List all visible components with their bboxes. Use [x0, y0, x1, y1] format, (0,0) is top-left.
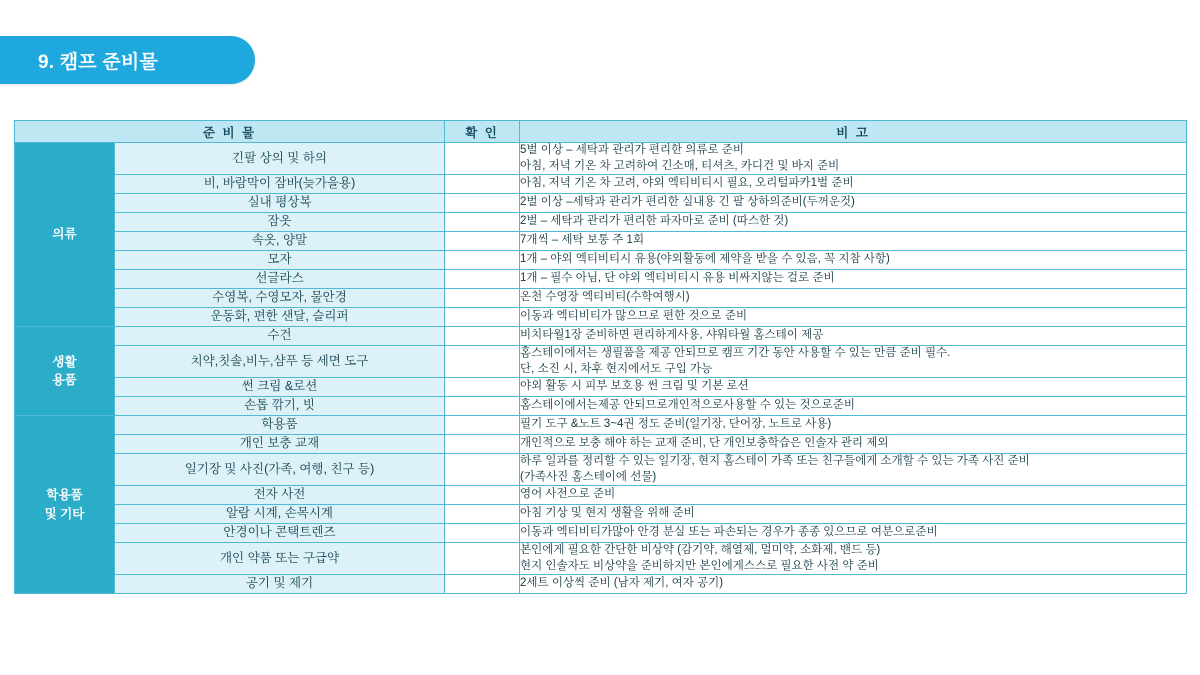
- check-cell[interactable]: [445, 454, 520, 486]
- category-cell: 학용품 및 기타: [15, 416, 115, 594]
- note-cell: [520, 251, 1187, 270]
- note-cell: [520, 289, 1187, 308]
- table-row: [15, 270, 1187, 289]
- note-line: 비치타월1장 준비하면 편리하게사용, 샤워타월 홈스테이 제공: [520, 329, 824, 342]
- note-line: 2벌 – 세탁과 관리가 편리한 파자마로 준비 (따스한 것): [520, 215, 789, 228]
- note-line: 영어 사전으로 준비: [520, 488, 616, 501]
- note-line: 현지 인솔자도 비상약을 준비하지만 본인에게스스로 필요한 사전 약 준비: [520, 559, 879, 572]
- table-row: [15, 416, 1187, 435]
- note-cell: [520, 378, 1187, 397]
- page-title: 9. 캠프 준비물: [38, 51, 158, 73]
- slide-title-banner: [0, 36, 255, 84]
- table-row: [15, 378, 1187, 397]
- check-cell[interactable]: [445, 346, 520, 378]
- table-row: [15, 175, 1187, 194]
- table-header: [15, 121, 1187, 143]
- note-line: 7개씩 – 세탁 보통 주 1회: [520, 234, 645, 247]
- item-cell: 썬 크림 &로션: [115, 378, 445, 397]
- item-cell: 운동화, 편한 샌달, 슬리퍼: [115, 308, 445, 327]
- note-cell: [520, 575, 1187, 594]
- check-cell[interactable]: [445, 232, 520, 251]
- note-line: 2벌 이상 –세탁과 관리가 편리한 실내용 긴 팔 상하의준비(두꺼운것): [520, 196, 855, 209]
- table-header-row: [15, 121, 1187, 143]
- note-cell: [520, 486, 1187, 505]
- check-cell[interactable]: [445, 416, 520, 435]
- item-cell: 수영복, 수영모자, 물안경: [115, 289, 445, 308]
- note-line: 1개 – 야외 엑티비티시 유용(야외활동에 제약을 받을 수 있음, 꼭 지참 사항): [520, 253, 890, 266]
- check-cell[interactable]: [445, 378, 520, 397]
- note-line: 이동과 엑티비티가많아 안경 분실 또는 파손되는 경우가 종종 있으므로 여분으로준비: [520, 526, 938, 539]
- table-row: [15, 213, 1187, 232]
- item-cell: 모자: [115, 251, 445, 270]
- table-row: [15, 327, 1187, 346]
- note-cell: [520, 543, 1187, 575]
- column-header-note: 비 고: [520, 121, 1187, 143]
- note-line: 필기 도구 &노트 3~4권 정도 준비(일기장, 단어장, 노트로 사용): [520, 418, 832, 431]
- check-cell[interactable]: [445, 308, 520, 327]
- preparation-table-wrapper: [14, 120, 1186, 594]
- note-line: 본인에게 필요한 간단한 비상약 (감기약, 해열제, 멀미약, 소화제, 밴드 등): [520, 544, 881, 557]
- note-line: (가족사진 홈스테이에 선물): [520, 470, 657, 483]
- table-row: [15, 346, 1187, 378]
- item-cell: 공기 및 제기: [115, 575, 445, 594]
- note-cell: [520, 435, 1187, 454]
- note-line: 1개 – 필수 아님, 단 야외 엑티비티시 유용 비싸지않는 걸로 준비: [520, 272, 835, 285]
- check-cell[interactable]: [445, 543, 520, 575]
- preparation-table: [14, 120, 1187, 594]
- note-cell: [520, 213, 1187, 232]
- note-line: 아침 기상 및 현지 생활을 위해 준비: [520, 507, 695, 520]
- table-row: [15, 194, 1187, 213]
- item-cell: 안경이나 콘택트렌즈: [115, 524, 445, 543]
- check-cell[interactable]: [445, 270, 520, 289]
- check-cell[interactable]: [445, 327, 520, 346]
- table-row: [15, 505, 1187, 524]
- table-row: [15, 454, 1187, 486]
- category-cell: 의류: [15, 143, 115, 327]
- item-cell: 긴팔 상의 및 하의: [115, 143, 445, 175]
- note-cell: [520, 232, 1187, 251]
- note-line: 2세트 이상씩 준비 (남자 제기, 여자 공기): [520, 577, 724, 590]
- note-line: 이동과 엑티비티가 많으므로 편한 것으로 준비: [520, 310, 748, 323]
- table-body: [15, 143, 1187, 594]
- column-header-item: 준 비 물: [15, 121, 445, 143]
- column-header-check: 확 인: [445, 121, 520, 143]
- check-cell[interactable]: [445, 486, 520, 505]
- note-cell: [520, 143, 1187, 175]
- table-row: [15, 232, 1187, 251]
- note-cell: [520, 194, 1187, 213]
- item-cell: 학용품: [115, 416, 445, 435]
- check-cell[interactable]: [445, 397, 520, 416]
- note-line: 야외 활동 시 피부 보호용 썬 크림 및 기본 로션: [520, 380, 749, 393]
- check-cell[interactable]: [445, 575, 520, 594]
- check-cell[interactable]: [445, 194, 520, 213]
- item-cell: 선글라스: [115, 270, 445, 289]
- note-line: 5벌 이상 – 세탁과 관리가 편리한 의류로 준비: [520, 144, 745, 156]
- item-cell: 치약,칫솔,비누,샴푸 등 세면 도구: [115, 346, 445, 378]
- check-cell[interactable]: [445, 175, 520, 194]
- item-cell: 손톱 깎기, 빗: [115, 397, 445, 416]
- note-cell: [520, 416, 1187, 435]
- note-cell: [520, 346, 1187, 378]
- table-row: [15, 435, 1187, 454]
- note-cell: [520, 175, 1187, 194]
- note-line: 홈스테이에서는제공 안되므로개인적으로사용할 수 있는 것으로준비: [520, 399, 855, 412]
- note-line: 단, 소진 시, 차후 현지에서도 구입 가능: [520, 362, 713, 375]
- table-row: [15, 289, 1187, 308]
- check-cell[interactable]: [445, 435, 520, 454]
- table-row: [15, 143, 1187, 175]
- item-cell: 전자 사전: [115, 486, 445, 505]
- check-cell[interactable]: [445, 505, 520, 524]
- note-cell: [520, 308, 1187, 327]
- note-cell: [520, 524, 1187, 543]
- table-row: [15, 397, 1187, 416]
- note-line: 아침, 저녁 기온 차 고려, 야외 엑티비티시 필요, 오리털파카1벌 준비: [520, 177, 854, 190]
- check-cell[interactable]: [445, 289, 520, 308]
- item-cell: 수건: [115, 327, 445, 346]
- item-cell: 개인 약품 또는 구급약: [115, 543, 445, 575]
- item-cell: 속옷, 양말: [115, 232, 445, 251]
- item-cell: 개인 보충 교재: [115, 435, 445, 454]
- note-line: 홈스테이에서는 생필품을 제공 안되므로 캠프 기간 동안 사용할 수 있는 만큼 준비 필수.: [520, 347, 951, 360]
- table-row: [15, 575, 1187, 594]
- item-cell: 실내 평상복: [115, 194, 445, 213]
- category-cell: 생활 용품: [15, 327, 115, 416]
- table-row: [15, 543, 1187, 575]
- item-cell: 비, 바람막이 잠바(늦가을용): [115, 175, 445, 194]
- note-cell: [520, 270, 1187, 289]
- check-cell[interactable]: [445, 251, 520, 270]
- table-row: [15, 308, 1187, 327]
- note-cell: [520, 397, 1187, 416]
- note-cell: [520, 505, 1187, 524]
- note-line: 아침, 저녁 기온 차 고려하여 긴소매, 티셔츠, 카디건 및 바지 준비: [520, 159, 840, 172]
- item-cell: 알람 시계, 손목시계: [115, 505, 445, 524]
- note-cell: [520, 327, 1187, 346]
- table-row: [15, 486, 1187, 505]
- item-cell: 일기장 및 사진(가족, 여행, 친구 등): [115, 454, 445, 486]
- check-cell[interactable]: [445, 213, 520, 232]
- check-cell[interactable]: [445, 143, 520, 175]
- table-row: [15, 251, 1187, 270]
- note-line: 개인적으로 보충 해야 하는 교재 준비, 단 개인보충학습은 인솔자 관리 제외: [520, 437, 889, 450]
- table-row: [15, 524, 1187, 543]
- check-cell[interactable]: [445, 524, 520, 543]
- note-line: 온천 수영장 엑티비티(수학여행시): [520, 291, 690, 304]
- note-line: 하루 일과를 정리할 수 있는 일기장, 현지 홈스테이 가족 또는 친구들에게 소개할 수 있는 가족 사진 준비: [520, 455, 1030, 468]
- note-cell: [520, 454, 1187, 486]
- item-cell: 잠옷: [115, 213, 445, 232]
